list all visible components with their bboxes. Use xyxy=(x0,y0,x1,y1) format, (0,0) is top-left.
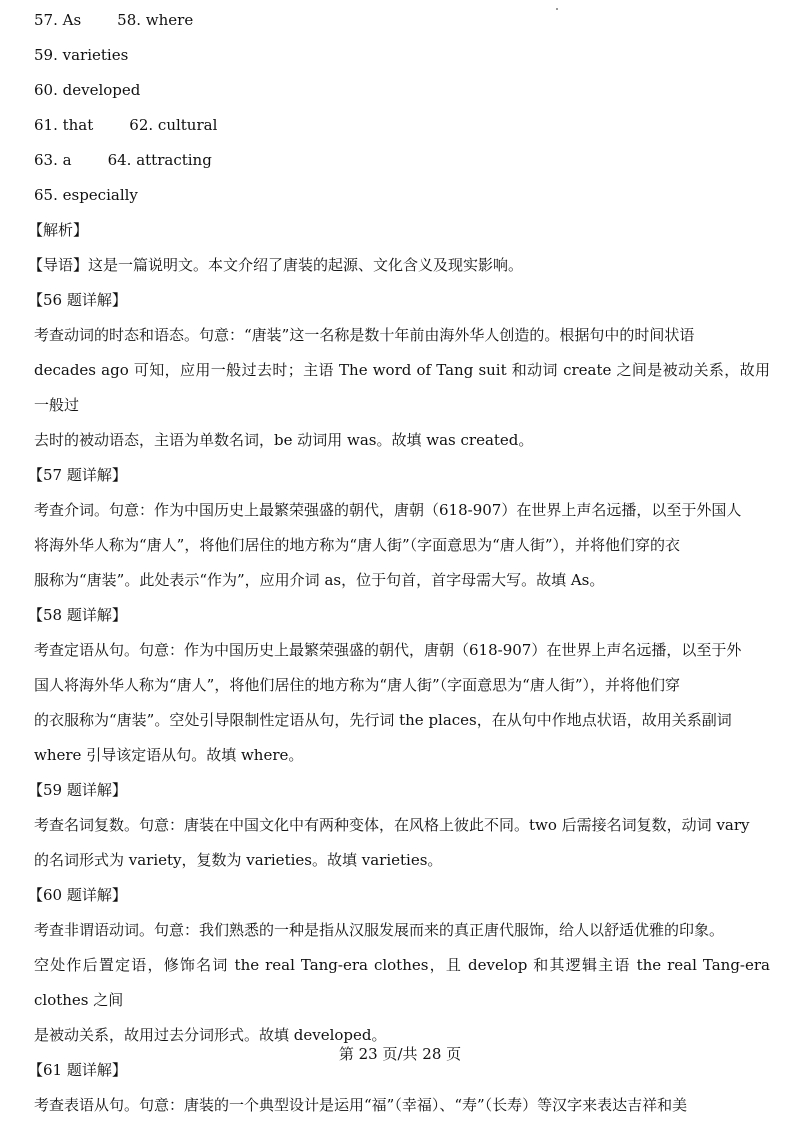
section-57 xyxy=(28,458,770,598)
section-body xyxy=(34,318,770,458)
body-line: 考查动词的时态和语态。句意：“唐装”这一名称是数十年前由海外华人创造的。根据句中的时间状语 xyxy=(34,326,695,344)
body-line: 考查非谓语动词。句意：我们熟悉的一种是指从汉服发展而来的真正唐代服饰，给人以舒适优雅的印象。 xyxy=(34,921,725,939)
answer-item: 63. a xyxy=(34,151,72,169)
body-line: 考查介词。句意：作为中国历史上最繁荣强盛的朝代，唐朝（618-907）在世界上声名远播，以至于外国人 xyxy=(34,501,742,519)
answer-item: 65. especially xyxy=(34,186,138,204)
section-title: 【61 题详解】 xyxy=(28,1061,127,1079)
section-56 xyxy=(28,283,770,458)
section-title: 【57 题详解】 xyxy=(28,466,127,484)
body-line: 将海外华人称为“唐人”，将他们居住的地方称为“唐人街”（字面意思为“唐人街”），并将他们穿的衣 xyxy=(34,536,681,554)
section-title: 【59 题详解】 xyxy=(28,781,127,799)
answer-item: 59. varieties xyxy=(34,46,129,64)
answer-item: 58. where xyxy=(117,11,194,29)
body-line: 去时的被动语态，主语为单数名词，be 动词用 was。故填 was created。 xyxy=(34,431,534,449)
section-body xyxy=(34,493,770,598)
answer-row xyxy=(34,3,770,38)
body-line: 是被动关系，故用过去分词形式。故填 developed。 xyxy=(34,1026,387,1044)
body-line: 考查名词复数。句意：唐装在中国文化中有两种变体，在风格上彼此不同。two 后需接名词复数，动词 vary xyxy=(34,816,750,834)
section-body xyxy=(34,808,770,878)
answer-row xyxy=(34,143,770,178)
section-title: 【56 题详解】 xyxy=(28,291,127,309)
answer-item: 62. cultural xyxy=(129,116,218,134)
body-line: 空处作后置定语，修饰名词 the real Tang-era clothes，且 develop 和其逻辑主语 the real Tang-era clothes 之间 xyxy=(34,956,770,1009)
answer-row xyxy=(34,178,770,213)
answer-row xyxy=(34,73,770,108)
answer-item: 60. developed xyxy=(34,81,141,99)
section-59 xyxy=(28,773,770,878)
body-line: 服称为“唐装”。此处表示“作为”，应用介词 as，位于句首，首字母需大写。故填 As。 xyxy=(34,571,605,589)
document-page xyxy=(28,0,770,1123)
answer-row xyxy=(34,38,770,73)
body-line: 的衣服称为“唐装”。空处引导限制性定语从句，先行词 the places，在从句中作地点状语，故用关系副词 xyxy=(34,711,732,729)
answer-item: 57. As xyxy=(34,11,82,29)
answer-item: 64. attracting xyxy=(107,151,212,169)
body-line: 考查定语从句。句意：作为中国历史上最繁荣强盛的朝代，唐朝（618-907）在世界上声名远播，以至于外 xyxy=(34,641,742,659)
section-body xyxy=(34,1088,770,1123)
guide-text: 【导语】这是一篇说明文。本文介绍了唐装的起源、文化含义及现实影响。 xyxy=(28,256,524,274)
body-line: where 引导该定语从句。故填 where。 xyxy=(34,746,304,764)
answer-item: 61. that xyxy=(34,116,94,134)
section-title: 【60 题详解】 xyxy=(28,886,127,904)
section-58 xyxy=(28,598,770,773)
section-60 xyxy=(28,878,770,1053)
section-body xyxy=(34,913,770,1053)
section-title: 【58 题详解】 xyxy=(28,606,127,624)
answer-row xyxy=(34,108,770,143)
body-line: decades ago 可知，应用一般过去时；主语 The word of Tang suit 和动词 create 之间是被动关系，故用一般过 xyxy=(34,361,770,414)
answer-list xyxy=(34,3,770,213)
body-line: 考查表语从句。句意：唐装的一个典型设计是运用“福”（幸福）、“寿”（长寿）等汉字来表达吉祥和美 xyxy=(34,1096,688,1114)
body-line: 国人将海外华人称为“唐人”，将他们居住的地方称为“唐人街”（字面意思为“唐人街”），并将他们穿 xyxy=(34,676,681,694)
body-line: 的名词形式为 variety，复数为 varieties。故填 varieties。 xyxy=(34,851,443,869)
analysis-label: 【解析】 xyxy=(28,221,89,239)
page-footer: 第 23 页/共 28 页 xyxy=(338,1045,462,1063)
section-body xyxy=(34,633,770,773)
